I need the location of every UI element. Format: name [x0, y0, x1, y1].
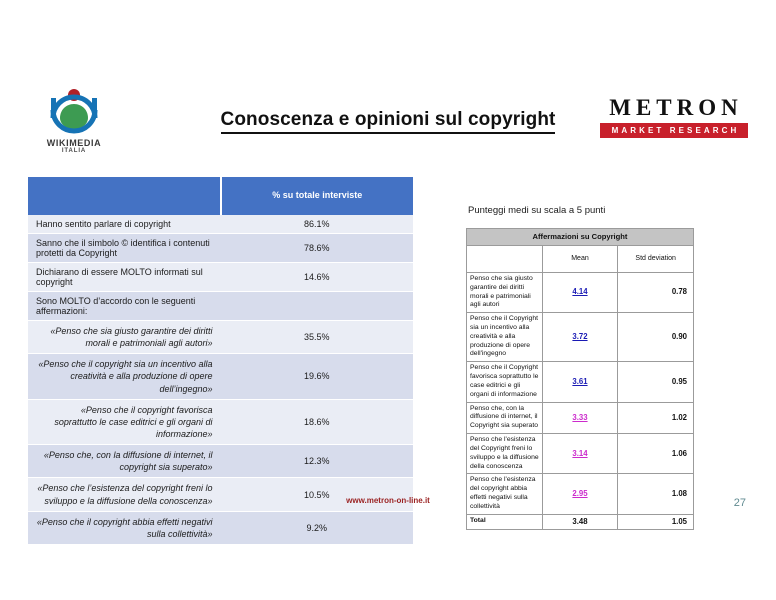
row-percent-value: 9.2%: [221, 511, 414, 544]
column-header-statement: [28, 177, 221, 215]
row-statement: Penso che, con la diffusione di internet, il Copyright sia superato: [467, 402, 543, 433]
row-statement: Dichiarano di essere MOLTO informati sul copyright: [28, 263, 221, 292]
means-table-title-row: [467, 229, 694, 246]
survey-percent-table: [28, 177, 413, 545]
row-mean-value[interactable]: [542, 434, 618, 474]
row-percent-value: 18.6%: [221, 399, 414, 444]
row-percent-value: [221, 292, 414, 321]
table-row: [28, 445, 413, 478]
row-mean-value[interactable]: [542, 402, 618, 433]
row-percent-value: 35.5%: [221, 321, 414, 354]
row-mean-value[interactable]: [542, 362, 618, 402]
mean-value-link[interactable]: 2.95: [572, 489, 588, 499]
mean-value-link[interactable]: 3.72: [572, 332, 588, 342]
table-row: [28, 321, 413, 354]
table-row: [28, 354, 413, 399]
mean-value-link[interactable]: 3.33: [572, 412, 588, 422]
means-table-row: [467, 272, 694, 312]
row-statement: «Penso che, con la diffusione di internet, il copyright sia superato»: [28, 445, 221, 478]
mean-value-link[interactable]: 4.14: [572, 287, 588, 297]
row-mean-value[interactable]: [542, 474, 618, 514]
column-header-mean: Mean: [542, 245, 618, 272]
table-row: [28, 511, 413, 544]
means-table-header-row: [467, 245, 694, 272]
row-std-deviation-value: 0.95: [618, 362, 694, 402]
metron-logo-word: METRON: [609, 95, 743, 120]
means-table-row: [467, 474, 694, 514]
row-std-deviation-value: 1.02: [618, 402, 694, 433]
row-mean-value: 3.48: [542, 514, 618, 529]
row-std-deviation-value: 1.05: [618, 514, 694, 529]
row-mean-value[interactable]: [542, 313, 618, 362]
row-statement: «Penso che il copyright abbia effetti negativi sulla collettività»: [28, 511, 221, 544]
wikimedia-logo-name: WIKIMEDIA: [46, 138, 102, 148]
means-table-body: [467, 272, 694, 529]
table-row: [28, 215, 413, 234]
row-statement: Penso che l'esistenza del Copyright freni lo sviluppo e la diffusione della conoscenza: [467, 434, 543, 474]
table-row: [28, 234, 413, 263]
row-statement: Sono MOLTO d’accordo con le seguenti affermazioni:: [28, 292, 221, 321]
row-statement: Hanno sentito parlare di copyright: [28, 215, 221, 234]
row-statement: «Penso che il copyright favorisca soprattutto le case editrici e gli organi di informazione»: [28, 399, 221, 444]
means-table-row: [467, 434, 694, 474]
row-statement: Penso che il Copyright favorisca soprattutto le case editrici e gli organi di informazione: [467, 362, 543, 402]
row-percent-value: 19.6%: [221, 354, 414, 399]
row-statement: Penso che l'esistenza del copyright abbia effetti negativi sulla collettività: [467, 474, 543, 514]
page-title: [0, 109, 776, 131]
row-percent-value: 78.6%: [221, 234, 414, 263]
means-table-caption: Punteggi medi su scala a 5 punti: [468, 205, 606, 216]
means-table-row: [467, 402, 694, 433]
means-total-row: [467, 514, 694, 529]
row-std-deviation-value: 0.90: [618, 313, 694, 362]
page-title-text: Conoscenza e opinioni sul copyright: [221, 109, 556, 134]
row-std-deviation-value: 1.06: [618, 434, 694, 474]
metron-logo-tagline: MARKET RESEARCH: [600, 123, 748, 138]
mean-value-link[interactable]: 3.61: [572, 376, 588, 386]
column-header-std-deviation: Std deviation: [618, 245, 694, 272]
row-percent-value: 86.1%: [221, 215, 414, 234]
page-number: 27: [733, 497, 746, 509]
row-statement: Sanno che il simbolo © identifica i contenuti protetti da Copyright: [28, 234, 221, 263]
means-table: [466, 228, 694, 530]
row-statement: «Penso che il copyright sia un incentivo alla creatività e alla produzione di opere dell’ingegno»: [28, 354, 221, 399]
means-table-title: Affermazioni su Copyright: [467, 229, 694, 246]
table-row: [28, 263, 413, 292]
survey-percent-table-head: [28, 177, 413, 215]
mean-value-link[interactable]: 3.14: [572, 448, 588, 458]
row-statement: Penso che il Copyright sia un incentivo alla creatività e alla produzione di opere dell'ingegno: [467, 313, 543, 362]
table-row: [28, 399, 413, 444]
column-header-statement: [467, 245, 543, 272]
row-percent-value: 14.6%: [221, 263, 414, 292]
row-mean-value[interactable]: [542, 272, 618, 312]
row-percent-value: 12.3%: [221, 445, 414, 478]
row-percent-value: 10.5%: [221, 478, 414, 511]
means-table-row: [467, 362, 694, 402]
footer-website-url[interactable]: www.metron-on-line.it: [346, 496, 430, 505]
table-row: [28, 292, 413, 321]
row-statement: «Penso che sia giusto garantire dei diritti morali e patrimoniali agli autori»: [28, 321, 221, 354]
table-row: [28, 478, 413, 511]
row-std-deviation-value: 1.08: [618, 474, 694, 514]
table-header-row: [28, 177, 413, 215]
means-table-head: [467, 229, 694, 273]
row-statement: Penso che sia giusto garantire dei diritti morali e patrimoniali agli autori: [467, 272, 543, 312]
column-header-percent: % su totale interviste: [221, 177, 414, 215]
row-std-deviation-value: 0.78: [618, 272, 694, 312]
wikimedia-logo-subtitle: ITALIA: [61, 148, 87, 154]
row-statement: «Penso che l’esistenza del copyright freni lo sviluppo e la diffusione della conoscenza»: [28, 478, 221, 511]
means-table-row: [467, 313, 694, 362]
row-statement: Total: [467, 514, 543, 529]
